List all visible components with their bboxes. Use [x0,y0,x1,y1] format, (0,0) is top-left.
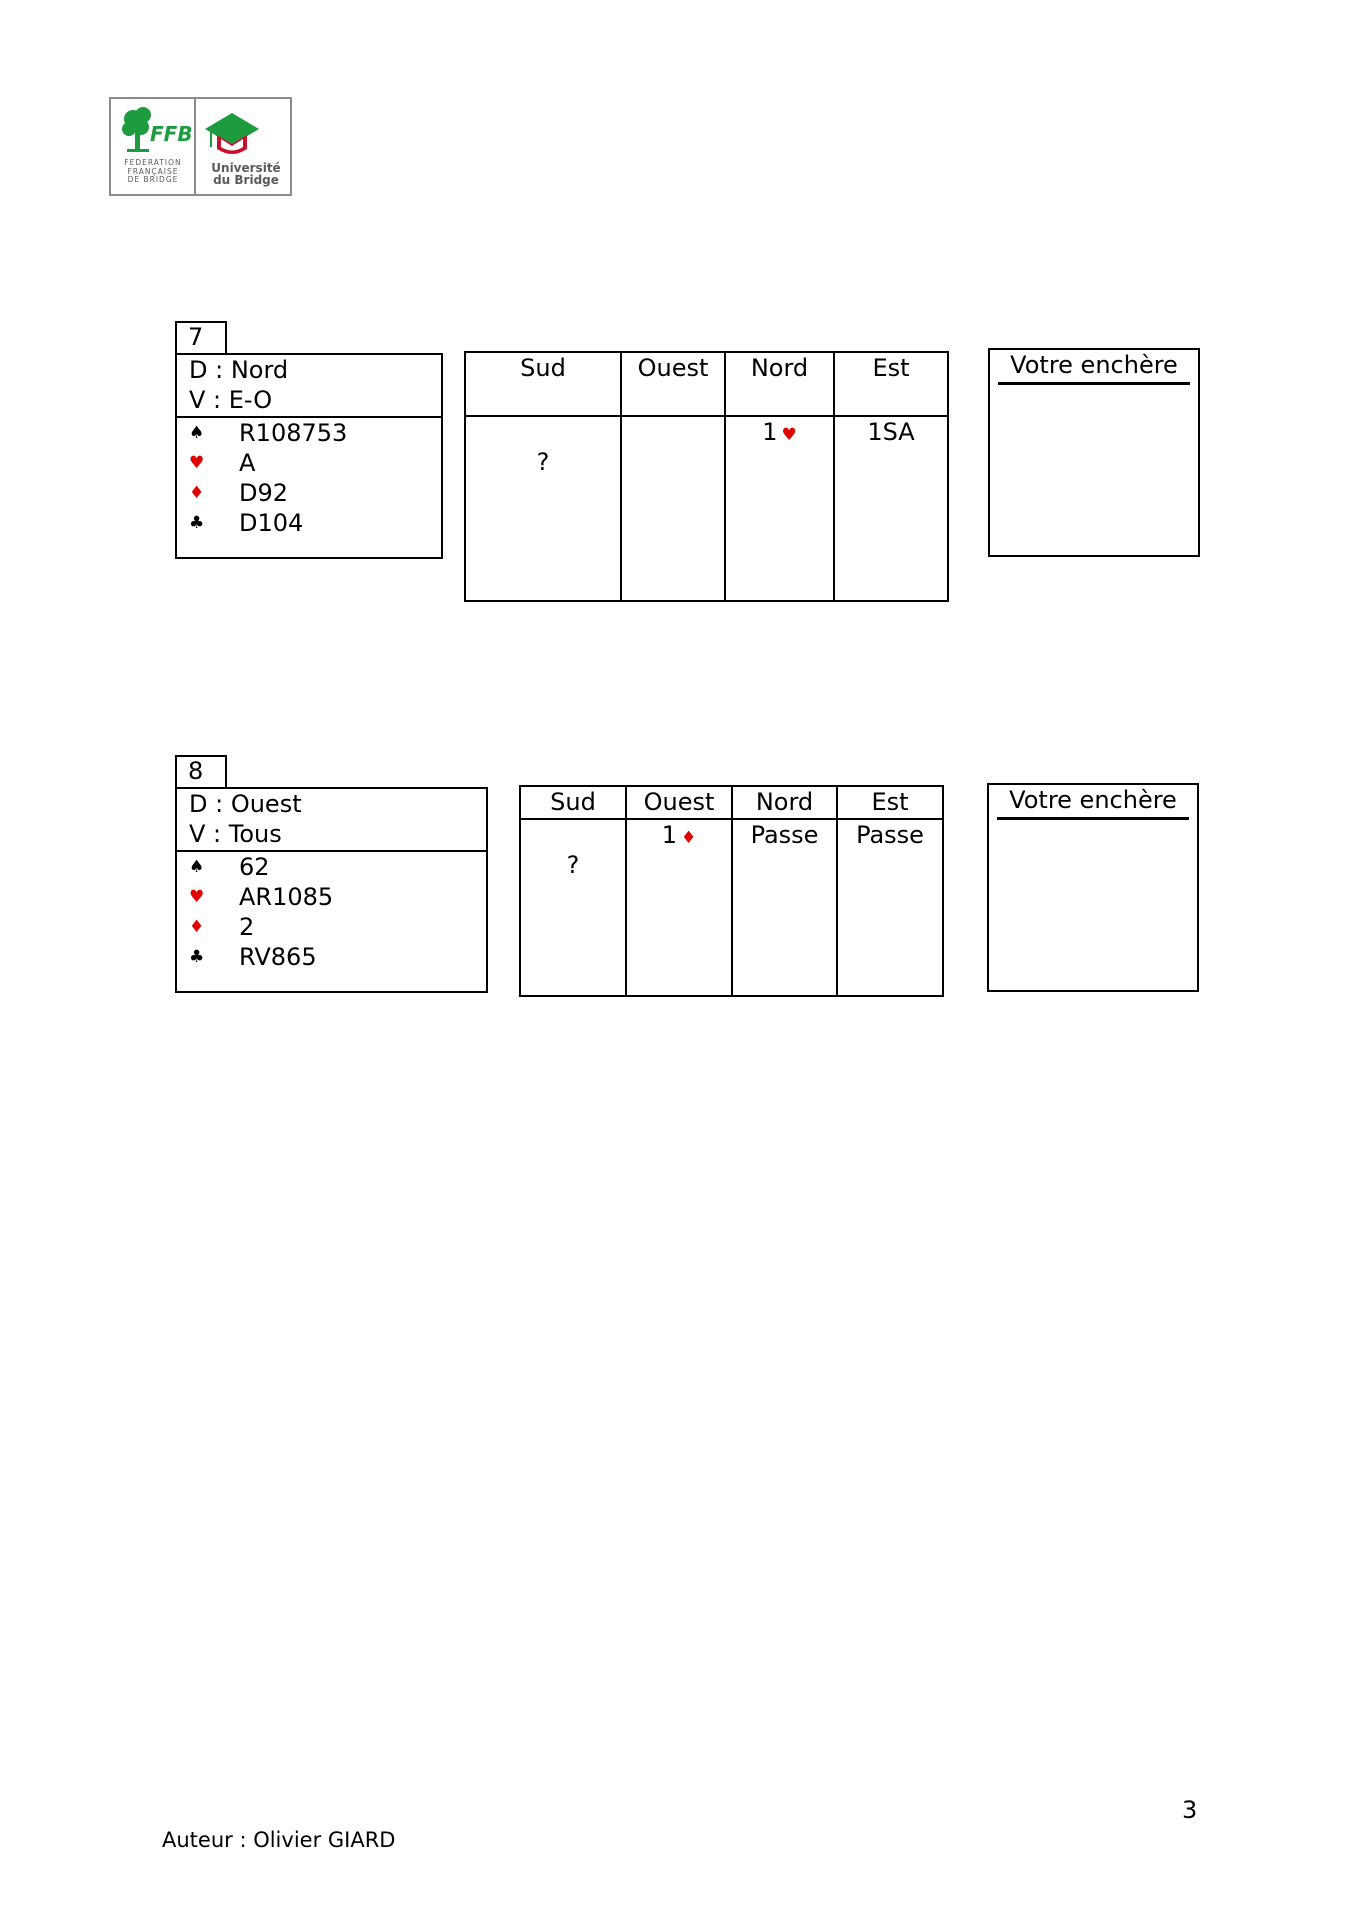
club-holding: RV865 [239,943,317,971]
answer-underline [998,382,1190,385]
diamond-holding: D92 [239,479,289,507]
vulnerability-label: V : E-O [189,386,273,414]
logo-divider [194,99,196,194]
header-ouest: Ouest [637,354,709,382]
diamond-holding: 2 [239,913,255,941]
club-icon: ♣ [189,947,205,967]
deal-8-bidding-table [519,785,944,997]
bid-sud-question: ? [566,851,580,879]
spade-icon: ♠ [189,423,205,443]
mortarboard-icon [203,109,261,161]
heart-icon: ♥ [189,453,205,473]
dealer-label: D : Nord [189,356,289,384]
spade-holding: R108753 [239,419,348,447]
column-divider [724,353,726,600]
ffb-tree-logo-icon [121,107,193,155]
header-nord: Nord [750,354,809,382]
answer-label: Votre enchère [1009,786,1177,814]
page-number: 3 [1182,1796,1198,1824]
header-sud: Sud [520,354,566,382]
author-footer: Auteur : Olivier GIARD [162,1828,396,1852]
column-divider [620,353,622,600]
heart-icon: ♥ [781,425,797,445]
deal-7-answer-box[interactable] [988,348,1200,557]
board-number-8 [175,755,227,789]
bid-nord: Passe [750,821,819,849]
bid-est: Passe [856,821,924,849]
svg-text:FFB: FFB [150,122,193,146]
heart-holding: AR1085 [239,883,334,911]
bid-level: 1 [661,821,678,849]
ffb-universite-logo [109,97,292,196]
board-number-label: 7 [188,323,204,351]
column-divider [833,353,835,600]
answer-underline [997,817,1189,820]
spade-icon: ♠ [189,857,205,877]
deal-8-answer-box[interactable] [987,783,1199,992]
spade-holding: 62 [239,853,270,881]
bid-nord [726,417,833,450]
vulnerability-label: V : Tous [189,820,282,848]
bid-ouest [627,820,731,853]
diamond-icon: ♦ [681,828,697,848]
diamond-icon: ♦ [189,917,205,937]
diamond-icon: ♦ [189,483,205,503]
ffb-caption: FEDERATION FRANÇAISE DE BRIDGE [124,158,182,184]
header-sud: Sud [550,788,596,816]
universite-caption: Université du Bridge [211,161,281,187]
board-number-label: 8 [188,757,204,785]
club-icon: ♣ [189,513,205,533]
header-est: Est [872,354,910,382]
deal-7-bidding-table [464,351,949,602]
header-nord: Nord [755,788,814,816]
board-number-7 [175,321,227,355]
heart-icon: ♥ [189,887,205,907]
bid-est: 1SA [867,418,915,446]
header-ouest: Ouest [643,788,715,816]
bid-level: 1 [762,418,778,446]
answer-label: Votre enchère [1010,351,1178,379]
deal-8-hand-box [175,787,488,993]
bid-sud-question: ? [536,448,550,476]
club-holding: D104 [239,509,304,537]
dealer-label: D : Ouest [189,790,302,818]
hand-separator [177,850,486,852]
heart-holding: A [239,449,256,477]
header-est: Est [871,788,909,816]
deal-7-hand-box [175,353,443,559]
